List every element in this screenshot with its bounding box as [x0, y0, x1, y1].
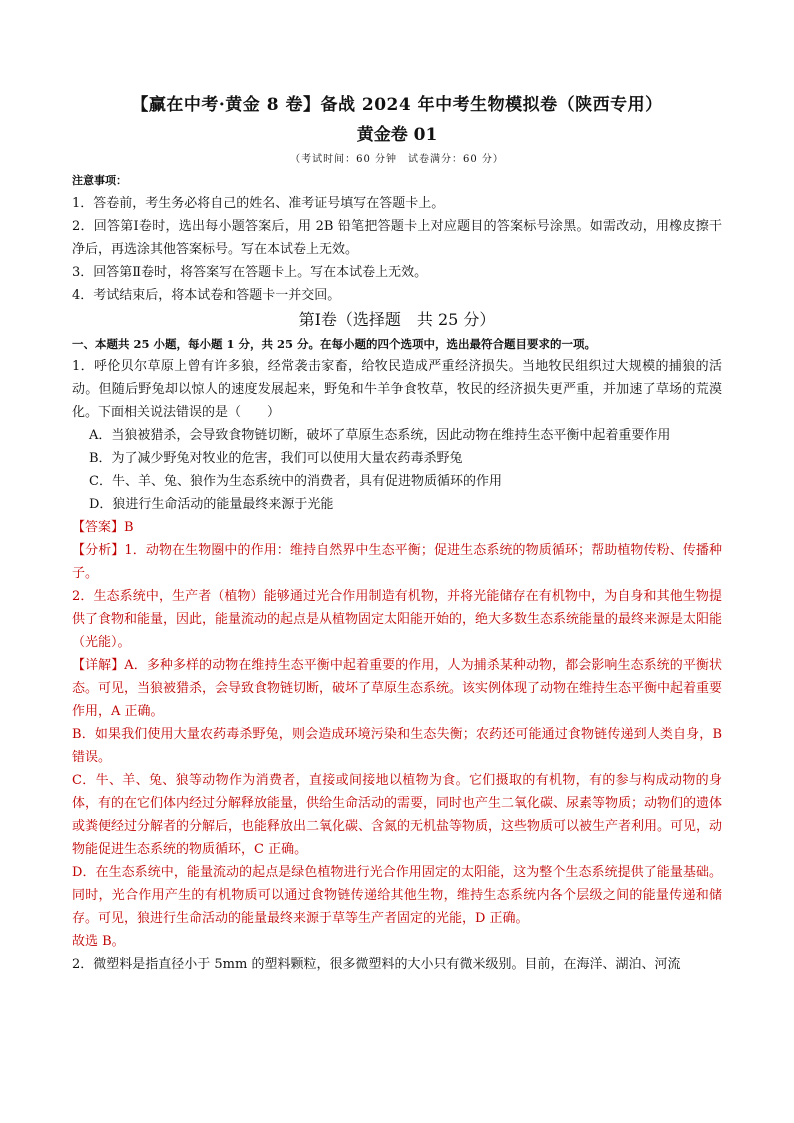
analysis-para: 【分析】1．动物在生物圈中的作用：维持自然界中生态平衡；促进生态系统的物质循环；帮助植物传粉、传播种子。	[72, 543, 722, 581]
conclusion-line: 故选 B。	[72, 934, 125, 949]
explanation-para: D．在生态系统中，能量流动的起点是绿色植物进行光合作用固定的太阳能，这为整个生态系统提供了能量基础。同时，光合作用产生的有机物质可以通过食物链传递给其他生物，维持生态系统内各个层级之间的能量传递和储存。可见，狼进行生命活动的能量最终来源于草等生产者固定的光能，D 正确。	[72, 865, 722, 926]
exam-subtitle: 黄金卷 01	[356, 125, 438, 145]
question-stem: 2．微塑料是指直径小于 5mm 的塑料颗粒，很多微塑料的大小只有微米级别。目前，在海洋、湖泊、河流	[72, 957, 681, 972]
option-c: C．牛、羊、兔、狼作为生态系统中的消费者，具有促进物质循环的作用	[89, 474, 502, 489]
note-item: 3．回答第Ⅱ卷时，将答案写在答题卡上。写在本试卷上无效。	[72, 265, 428, 280]
solution-block	[72, 516, 722, 953]
answer-line: 【答案】B	[72, 520, 134, 535]
question-1	[72, 355, 722, 953]
analysis-para: 2．生态系统中，生产者（植物）能够通过光合作用制造有机物，并将光能储存在有机物中，为自身和其他生物提供了食物和能量，因此，能量流动的起点是从植物固定太阳能开始的，绝大多数生态系统能量的最终来源是太阳能（光能）。	[72, 589, 723, 650]
section-title: 第Ⅰ卷（选择题 共 25 分）	[298, 310, 496, 329]
explanation-para: C．牛、羊、兔、狼等动物作为消费者，直接或间接地以植物为食。它们摄取的有机物，有的参与构成动物的身体，有的在它们体内经过分解释放能量，供给生命活动的需要，同时也产生二氧化碳、尿素等物质；动物们的遗体或粪便经过分解者的分解后，也能释放出二氧化碳、含氮的无机盐等物质，这些物质可以被生产者利用。可见，动物能促进生态系统的物质循环，C 正确。	[72, 773, 723, 857]
option-b: B．为了减少野兔对牧业的危害，我们可以使用大量农药毒杀野兔	[89, 451, 463, 466]
option-a: A．当狼被猎杀，会导致食物链切断，破坏了草原生态系统，因此动物在维持生态平衡中起着重要作用	[89, 428, 671, 443]
option-d: D．狼进行生命活动的能量最终来源于光能	[89, 497, 334, 512]
notes-heading: 注意事项：	[72, 174, 127, 187]
explanation-para: B．如果我们使用大量农药毒杀野兔，则会造成环境污染和生态失衡；农药还可能通过食物链传递到人类自身，B 错误。	[72, 727, 722, 765]
explanation-para: 【详解】A．多种多样的动物在维持生态平衡中起着重要的作用，人为捕杀某种动物，都会影响生态系统的平衡状态。可见，当狼被猎杀，会导致食物链切断，破坏了草原生态系统。该实例体现了动物在维持生态平衡中起着重要作用，A 正确。	[72, 658, 723, 719]
exam-page	[72, 92, 722, 976]
note-item: 1．答卷前，考生务必将自己的姓名、准考证号填写在答题卡上。	[72, 196, 445, 211]
section-instruction: 一、本题共 25 小题，每小题 1 分，共 25 分。在每小题的四个选项中，选出最符合题目要求的一项。	[72, 337, 597, 351]
exam-title: 【赢在中考·黄金 8 卷】备战 2024 年中考生物模拟卷（陕西专用）	[131, 95, 663, 115]
note-item: 2．回答第Ⅰ卷时，选出每小题答案后，用 2B 铅笔把答题卡上对应题目的答案标号涂黑。如需改动，用橡皮擦干净后，再选涂其他答案标号。写在本试卷上无效。	[72, 219, 722, 257]
notes-block	[72, 170, 722, 307]
question-2	[72, 953, 722, 976]
question-stem: 1．呼伦贝尔草原上曾有许多狼，经常袭击家畜，给牧民造成严重经济损失。当地牧民组织过大规模的捕狼的活动。但随后野兔却以惊人的速度发展起来，野兔和牛羊争食牧草，牧民的经济损失更严重，并加速了草场的荒漠化。下面相关说法错误的是（ ）	[72, 359, 722, 420]
note-item: 4．考试结束后，将本试卷和答题卡一并交回。	[72, 288, 341, 303]
exam-time-info: （考试时间：60 分钟 试卷满分：60 分）	[290, 154, 504, 165]
